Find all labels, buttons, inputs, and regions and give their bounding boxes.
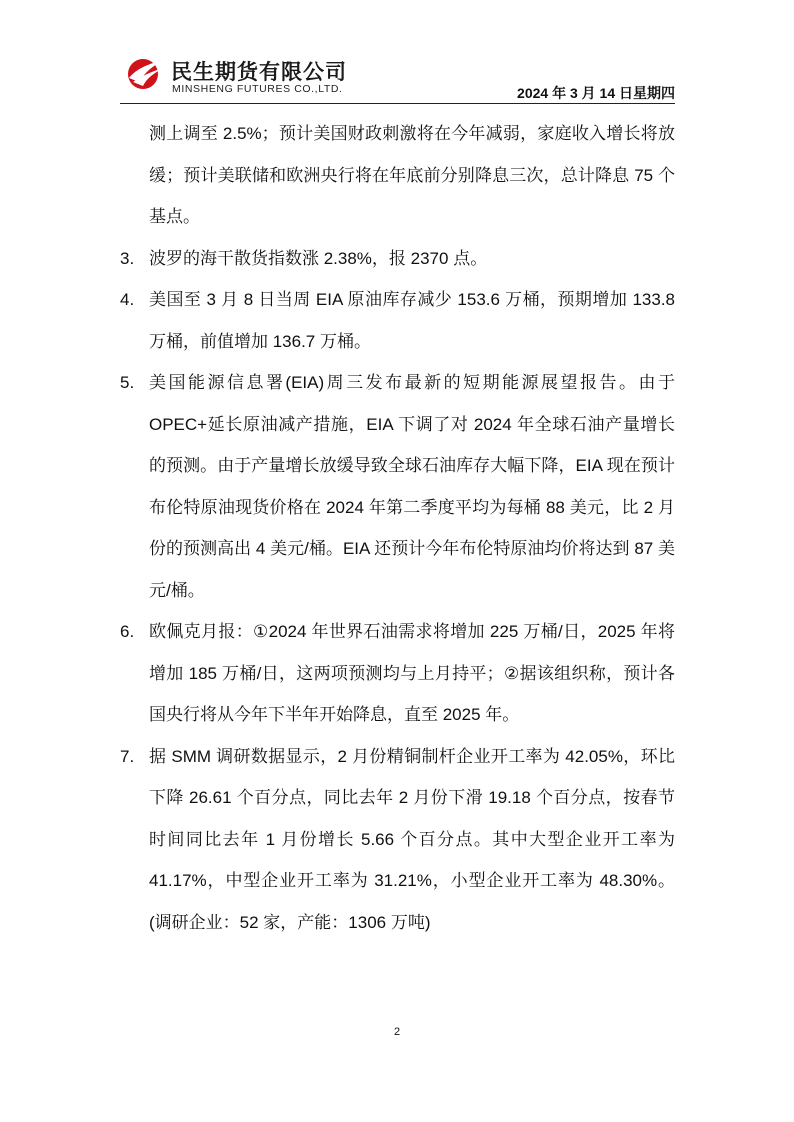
list-item-number: 5. bbox=[120, 373, 135, 392]
header-divider bbox=[120, 103, 675, 104]
list-item-text: 波罗的海干散货指数涨 2.38%，报 2370 点。 bbox=[149, 248, 488, 268]
list-item-text: 据 SMM 调研数据显示，2 月份精铜制杆企业开工率为 42.05%，环比下降 26.61 个百分点，同比去年 2 月份下滑 19.18 个百分点，按春节时间同比去年 1 月份增长 5.66 个百分点。其中大型企业开工率为 41.17%，中型企业开工率为 31.21%，小型企业开工率为 48.30%。(调研企业：52 家，产能：1306 万吨) bbox=[149, 746, 675, 932]
company-logo bbox=[125, 52, 365, 98]
list-item-number: 6. bbox=[120, 622, 135, 641]
list-item-text: 美国能源信息署(EIA)周三发布最新的短期能源展望报告。由于 OPEC+延长原油减产措施，EIA 下调了对 2024 年全球石油产量增长的预测。由于产量增长放缓导致全球石油库存大幅下降，EIA 现在预计布伦特原油现货价格在 2024 年第二季度平均为每桶 88 美元，比 2 月份的预测高出 4 美元/桶。EIA 还预计今年布伦特原油均价将达到 87 美元/桶。 bbox=[149, 373, 675, 600]
list-item bbox=[120, 279, 675, 362]
list-item bbox=[120, 362, 675, 611]
page-header bbox=[120, 52, 675, 102]
list-item-number: 3. bbox=[120, 248, 135, 268]
list-item bbox=[120, 736, 675, 944]
page-number: 2 bbox=[393, 1026, 401, 1038]
company-name-en: MINSHENG FUTURES CO.,LTD. bbox=[172, 83, 343, 95]
list-item-text: 美国至 3 月 8 日当周 EIA 原油库存减少 153.6 万桶，预期增加 133.8 万桶，前值增加 136.7 万桶。 bbox=[149, 290, 675, 351]
list-item-number: 4. bbox=[120, 290, 135, 309]
document-body bbox=[120, 113, 675, 943]
list-item bbox=[120, 611, 675, 736]
company-name-cn: 民生期货有限公司 bbox=[171, 61, 347, 84]
minsheng-logo-icon bbox=[125, 56, 165, 90]
list-item bbox=[120, 238, 675, 280]
list-item-number: 7. bbox=[120, 746, 135, 766]
continued-paragraph: 测上调至 2.5%；预计美国财政刺激将在今年减弱，家庭收入增长将放缓；预计美联储和欧洲央行将在年底前分别降息三次，总计降息 75 个基点。 bbox=[149, 124, 675, 226]
report-date: 2024 年 3 月 14 日星期四 bbox=[517, 85, 675, 101]
list-item-text: 欧佩克月报：①2024 年世界石油需求将增加 225 万桶/日，2025 年将增加 185 万桶/日，这两项预测均与上月持平；②据该组织称，预计各国央行将从今年下半年开始降息，直至 2025 年。 bbox=[149, 622, 675, 724]
